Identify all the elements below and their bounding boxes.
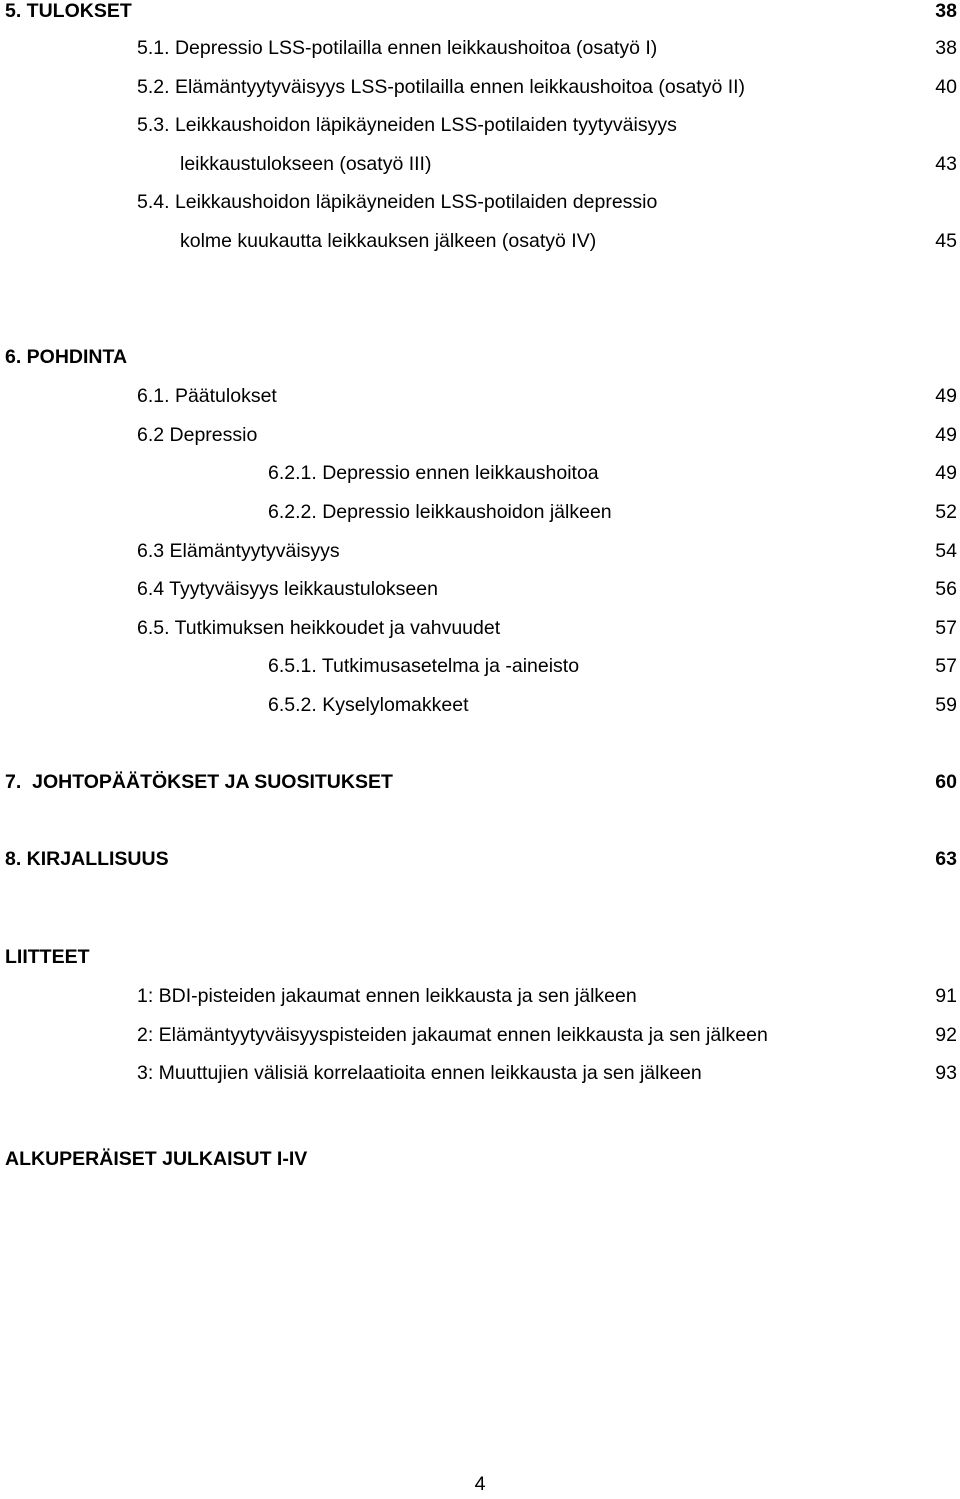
toc-entry: 6.2 Depressio — [137, 424, 258, 446]
toc-page-number: 52 — [935, 501, 957, 523]
toc-page-number: 49 — [935, 462, 957, 484]
toc-page-number: 92 — [935, 1024, 957, 1046]
toc-line-liite-1 — [0, 981, 960, 1011]
toc-heading: 8. KIRJALLISUUS — [5, 848, 169, 870]
toc-entry: 6.3 Elämäntyytyväisyys — [137, 540, 340, 562]
toc-entry: 6.5.1. Tutkimusasetelma ja -aineisto — [268, 655, 580, 677]
toc-line-6-1 — [0, 381, 960, 411]
toc-page-number: 93 — [935, 1062, 957, 1084]
toc-line-liite-2 — [0, 1020, 960, 1050]
toc-line-6-2 — [0, 420, 960, 450]
toc-entry: kolme kuukautta leikkauksen jälkeen (osatyö IV) — [180, 230, 597, 252]
toc-line-5-1 — [0, 33, 960, 63]
toc-line-5-2 — [0, 72, 960, 102]
toc-entry: leikkaustulokseen (osatyö III) — [180, 153, 432, 175]
toc-line-6-3 — [0, 536, 960, 566]
toc-line-johtopaatokset — [0, 767, 960, 797]
toc-line-5-3-cont — [0, 149, 960, 179]
toc-entry: 2: Elämäntyytyväisyyspisteiden jakaumat ennen leikkausta ja sen jälkeen — [137, 1024, 768, 1046]
toc-line-6-4 — [0, 574, 960, 604]
toc-line-5-4 — [0, 187, 960, 217]
toc-entry: 5.1. Depressio LSS-potilailla ennen leikkaushoitoa (osatyö I) — [137, 37, 658, 59]
toc-page-number: 49 — [935, 424, 957, 446]
toc-page-number: 57 — [935, 655, 957, 677]
toc-line-5-4-cont — [0, 226, 960, 256]
toc-page-number: 45 — [935, 230, 957, 252]
toc-page-number: 43 — [935, 153, 957, 175]
toc-page-number: 91 — [935, 985, 957, 1007]
toc-line-6-5-2 — [0, 690, 960, 720]
toc-heading: 7. JOHTOPÄÄTÖKSET JA SUOSITUKSET — [5, 771, 393, 793]
toc-line-kirjallisuus — [0, 844, 960, 874]
toc-entry: 6.5. Tutkimuksen heikkoudet ja vahvuudet — [137, 617, 501, 639]
toc-heading: LIITTEET — [5, 946, 90, 968]
toc-entry: 5.2. Elämäntyytyväisyys LSS-potilailla ennen leikkaushoitoa (osatyö II) — [137, 76, 746, 98]
toc-heading: 5. TULOKSET — [5, 0, 132, 22]
toc-entry: 1: BDI-pisteiden jakaumat ennen leikkausta ja sen jälkeen — [137, 985, 637, 1007]
toc-entry: 6.4 Tyytyväisyys leikkaustulokseen — [137, 578, 438, 600]
toc-entry: 6.5.2. Kyselylomakkeet — [268, 694, 469, 716]
toc-page-number: 54 — [935, 540, 957, 562]
page-number: 4 — [474, 1473, 486, 1495]
toc-line-liite-3 — [0, 1058, 960, 1088]
toc-line-liitteet — [0, 942, 960, 972]
toc-line-alkuperaiset — [0, 1144, 960, 1174]
toc-heading: ALKUPERÄISET JULKAISUT I-IV — [5, 1148, 308, 1170]
toc-entry: 6.1. Päätulokset — [137, 385, 277, 407]
toc-page-number: 56 — [935, 578, 957, 600]
toc-page-number: 63 — [935, 848, 957, 870]
toc-page-number: 57 — [935, 617, 957, 639]
toc-page-number: 60 — [935, 771, 957, 793]
toc-page-number: 38 — [935, 0, 957, 22]
toc-page-number: 38 — [935, 37, 957, 59]
toc-page-number: 59 — [935, 694, 957, 716]
toc-line-6-2-1 — [0, 458, 960, 488]
toc-line-6-2-2 — [0, 497, 960, 527]
toc-line-6-5 — [0, 613, 960, 643]
toc-line-tulokset — [0, 0, 960, 26]
toc-entry: 6.2.1. Depressio ennen leikkaushoitoa — [268, 462, 599, 484]
toc-entry: 3: Muuttujien välisiä korrelaatioita ennen leikkausta ja sen jälkeen — [137, 1062, 702, 1084]
toc-heading: 6. POHDINTA — [5, 346, 128, 368]
toc-line-5-3 — [0, 110, 960, 140]
toc-page-number: 40 — [935, 76, 957, 98]
toc-line-pohdinta — [0, 342, 960, 372]
toc-entry: 5.3. Leikkaushoidon läpikäyneiden LSS-potilaiden tyytyväisyys — [137, 114, 677, 136]
toc-page-number: 49 — [935, 385, 957, 407]
toc-entry: 6.2.2. Depressio leikkaushoidon jälkeen — [268, 501, 612, 523]
toc-line-6-5-1 — [0, 651, 960, 681]
toc-entry: 5.4. Leikkaushoidon läpikäyneiden LSS-potilaiden depressio — [137, 191, 658, 213]
